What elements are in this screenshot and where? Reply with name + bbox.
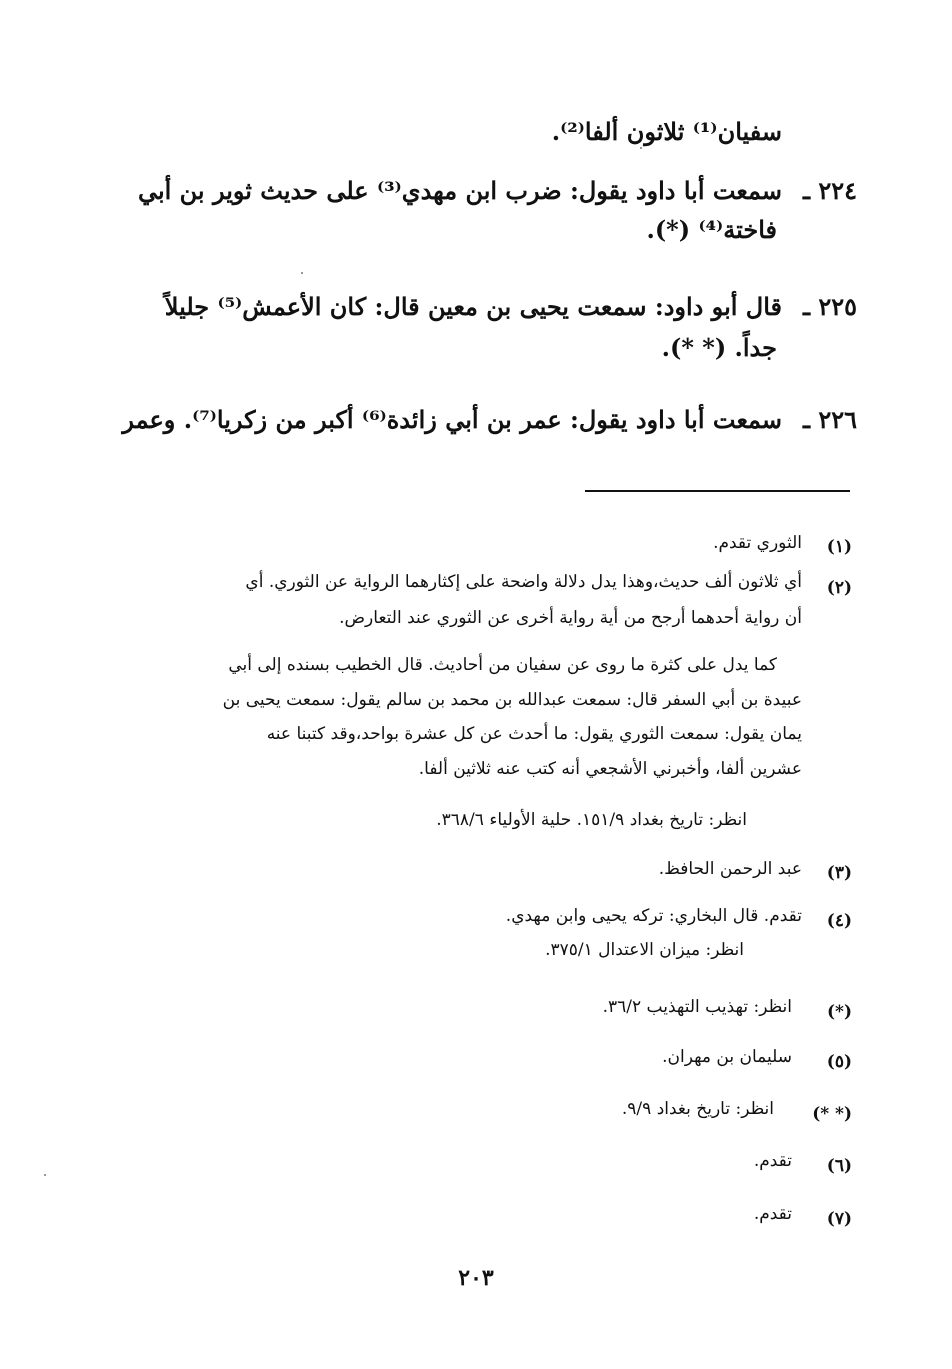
entry-225-number: ٢٢٥ ـ	[802, 292, 857, 321]
footnote-2-reference: انظر: تاريخ بغداد ١٥١/٩. حلية الأولياء ٣٦٨/٦.	[436, 810, 747, 830]
footnote-1-marker: (١)	[826, 537, 852, 557]
footnote-4-line1: تقدم. قال البخاري: تركه يحيى وابن مهدي.	[505, 906, 802, 926]
footnote-4-line2: انظر: ميزان الاعتدال ٣٧٥/١.	[545, 940, 744, 960]
footnote-1-text: الثوري تقدم.	[713, 533, 802, 553]
footnote-7-text: تقدم.	[753, 1204, 792, 1224]
entry-225-line1: قال أبو داود: سمعت يحيى بن معين قال: كان الأعمش⁽⁵⁾ جليلاً	[164, 292, 782, 321]
footnote-2-marker: (٢)	[826, 578, 852, 598]
footnote-2-line1: أي ثلاثون ألف حديث،وهذا يدل دلالة واضحة على إكثارهما الرواية عن الثوري. أي	[245, 572, 802, 592]
page-number: ٢٠٣	[458, 1265, 494, 1291]
footnote-star-1-text: انظر: تهذيب التهذيب ٣٦/٢.	[602, 997, 792, 1017]
footnote-5-text: سليمان بن مهران.	[662, 1047, 792, 1067]
footnote-divider	[585, 490, 850, 492]
footnote-6-marker: (٦)	[826, 1156, 852, 1176]
footnote-star-2-marker: (* *)	[812, 1104, 852, 1124]
entry-225-line2: جداً. (* *).	[661, 333, 777, 362]
entry-226-number: ٢٢٦ ـ	[802, 405, 857, 434]
footnote-6-text: تقدم.	[753, 1151, 792, 1171]
footnote-3-text: عبد الرحمن الحافظ.	[658, 859, 802, 879]
footnote-4-marker: (٤)	[826, 911, 852, 931]
main-line-top: سفيان⁽¹⁾ ثلاثون ألفا⁽²⁾.	[551, 117, 782, 146]
footnote-5-marker: (٥)	[826, 1052, 852, 1072]
footnote-2-p2-line2: عبيدة بن أبي السفر قال: سمعت عبدالله بن محمد بن سالم يقول: سمعت يحيى بن	[222, 690, 802, 710]
footnote-star-1-marker: (*)	[827, 1002, 852, 1022]
entry-226-line1: سمعت أبا داود يقول: عمر بن أبي زائدة⁽⁶⁾ أكبر من زكريا⁽⁷⁾. وعمر	[122, 405, 782, 434]
footnote-star-2-text: انظر: تاريخ بغداد ٩/٩.	[621, 1099, 774, 1119]
footnote-3-marker: (٣)	[826, 863, 852, 883]
entry-224-number: ٢٢٤ ـ	[802, 176, 857, 205]
scan-speck	[301, 272, 303, 274]
footnote-2-line2: أن رواية أحدهما أرجح من أية رواية أخرى عن الثوري عند التعارض.	[339, 608, 802, 628]
scan-speck	[640, 147, 642, 149]
scan-speck	[44, 1174, 46, 1176]
footnote-2-p2-line4: عشرين ألفا، وأخبرني الأشجعي أنه كتب عنه ثلاثين ألفا.	[418, 759, 802, 779]
footnote-7-marker: (٧)	[826, 1209, 852, 1229]
entry-224-line1: سمعت أبا داود يقول: ضرب ابن مهدي⁽³⁾ على حديث ثوير بن أبي	[137, 176, 782, 205]
footnote-2-p2-line1: كما يدل على كثرة ما روى عن سفيان من أحاديث. قال الخطيب بسنده إلى أبي	[228, 655, 777, 675]
footnote-2-p2-line3: يمان يقول: سمعت الثوري يقول: ما أحدث عن كل عشرة بواحد،وقد كتبنا عنه	[266, 724, 802, 744]
entry-224-line2: فاختة⁽⁴⁾ (*).	[646, 215, 777, 244]
